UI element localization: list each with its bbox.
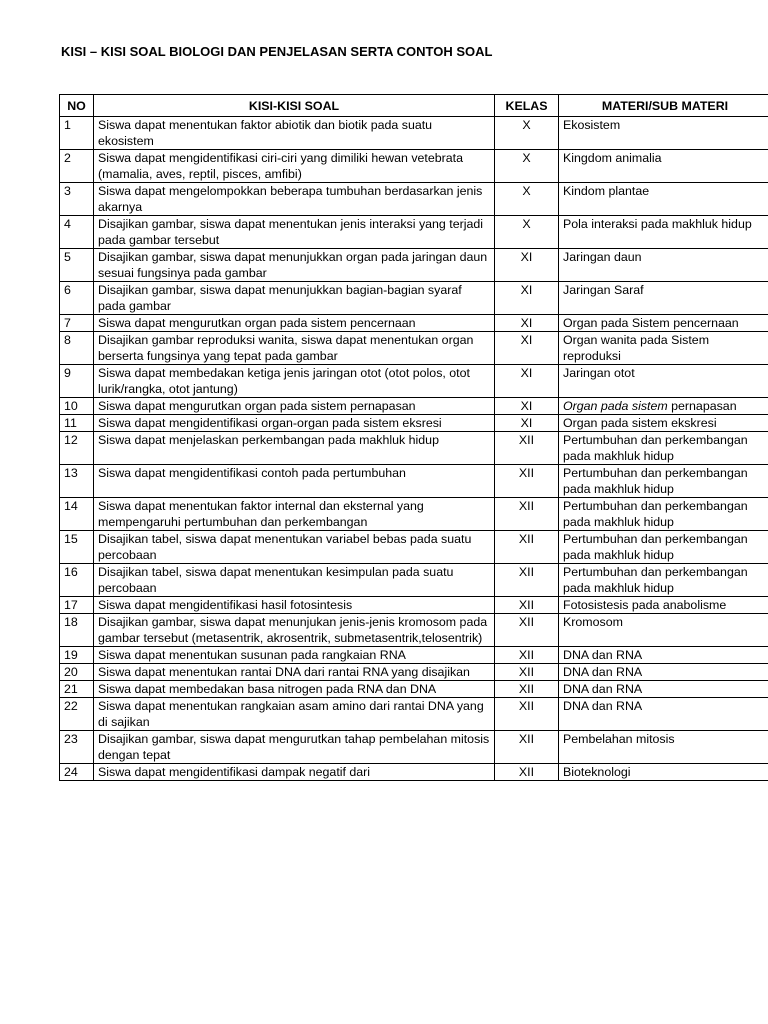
materi-text: pernapasan (667, 399, 737, 413)
row-number: 21 (60, 681, 94, 698)
row-number: 23 (60, 731, 94, 764)
kisi-soal-cell: Siswa dapat mengidentifikasi contoh pada pertumbuhan (94, 465, 495, 498)
kelas-cell: XI (495, 398, 559, 415)
kisi-kisi-table (59, 94, 768, 781)
row-number: 17 (60, 597, 94, 614)
table-row (60, 117, 768, 150)
kelas-cell: XI (495, 415, 559, 432)
kisi-soal-cell: Disajikan tabel, siswa dapat menentukan variabel bebas pada suatu percobaan (94, 531, 495, 564)
materi-cell: Ekosistem (559, 117, 768, 150)
table-row (60, 664, 768, 681)
table-row (60, 150, 768, 183)
kelas-cell: XI (495, 365, 559, 398)
kisi-soal-cell: Siswa dapat menentukan rangkaian asam amino dari rantai DNA yang di sajikan (94, 698, 495, 731)
materi-cell: Kingdom animalia (559, 150, 768, 183)
document-title: KISI – KISI SOAL BIOLOGI DAN PENJELASAN SERTA CONTOH SOAL (61, 44, 493, 59)
materi-cell: Pertumbuhan dan perkembangan pada makhluk hidup (559, 498, 768, 531)
row-number: 8 (60, 332, 94, 365)
materi-cell: Pertumbuhan dan perkembangan pada makhluk hidup (559, 432, 768, 465)
table-row (60, 249, 768, 282)
kelas-cell: XI (495, 315, 559, 332)
header-no: NO (60, 95, 94, 117)
table-row (60, 315, 768, 332)
kisi-soal-cell: Disajikan gambar, siswa dapat menunjukan jenis-jenis kromosom pada gambar tersebut (metasentrik, akrosentrik, submetasentrik,telosentrik) (94, 614, 495, 647)
kisi-soal-cell: Siswa dapat mengidentifikasi ciri-ciri yang dimiliki hewan vetebrata (mamalia, aves, reptil, pisces, amfibi) (94, 150, 495, 183)
row-number: 20 (60, 664, 94, 681)
kelas-cell: XII (495, 564, 559, 597)
kelas-cell: XI (495, 249, 559, 282)
kisi-soal-cell: Siswa dapat mengurutkan organ pada sistem pernapasan (94, 398, 495, 415)
kelas-cell: XI (495, 282, 559, 315)
header-kelas: KELAS (495, 95, 559, 117)
header-materi: MATERI/SUB MATERI (559, 95, 768, 117)
kisi-soal-cell: Siswa dapat mengelompokkan beberapa tumbuhan berdasarkan jenis akarnya (94, 183, 495, 216)
table-row (60, 731, 768, 764)
materi-cell: Bioteknologi (559, 764, 768, 781)
table-row (60, 498, 768, 531)
table-row (60, 564, 768, 597)
kelas-cell: XII (495, 465, 559, 498)
row-number: 9 (60, 365, 94, 398)
kisi-soal-cell: Siswa dapat membedakan basa nitrogen pada RNA dan DNA (94, 681, 495, 698)
row-number: 24 (60, 764, 94, 781)
materi-cell: Pertumbuhan dan perkembangan pada makhluk hidup (559, 465, 768, 498)
header-kisi-kisi-soal: KISI-KISI SOAL (94, 95, 495, 117)
kisi-soal-cell: Siswa dapat menentukan susunan pada rangkaian RNA (94, 647, 495, 664)
row-number: 11 (60, 415, 94, 432)
kisi-soal-cell: Siswa dapat menentukan faktor internal dan eksternal yang mempengaruhi pertumbuhan dan perkembangan (94, 498, 495, 531)
row-number: 7 (60, 315, 94, 332)
row-number: 18 (60, 614, 94, 647)
table-row (60, 432, 768, 465)
kisi-soal-cell: Siswa dapat mengurutkan organ pada sistem pencernaan (94, 315, 495, 332)
materi-cell (559, 398, 768, 415)
kisi-soal-cell: Disajikan gambar, siswa dapat menentukan jenis interaksi yang terjadi pada gambar tersebut (94, 216, 495, 249)
table-header-row (60, 95, 768, 117)
materi-cell: DNA dan RNA (559, 664, 768, 681)
table-row (60, 365, 768, 398)
table-row (60, 597, 768, 614)
table-row (60, 465, 768, 498)
kelas-cell: X (495, 183, 559, 216)
kisi-soal-cell: Disajikan gambar, siswa dapat mengurutkan tahap pembelahan mitosis dengan tepat (94, 731, 495, 764)
materi-italic-text: Organ pada sistem (563, 399, 668, 413)
kisi-soal-cell: Siswa dapat mengidentifikasi organ-organ pada sistem eksresi (94, 415, 495, 432)
row-number: 3 (60, 183, 94, 216)
materi-cell: Organ pada Sistem pencernaan (559, 315, 768, 332)
materi-cell: DNA dan RNA (559, 681, 768, 698)
table-row (60, 183, 768, 216)
table-row (60, 415, 768, 432)
row-number: 12 (60, 432, 94, 465)
table-row (60, 282, 768, 315)
kelas-cell: X (495, 216, 559, 249)
materi-cell: Jaringan Saraf (559, 282, 768, 315)
materi-cell: Pola interaksi pada makhluk hidup (559, 216, 768, 249)
materi-cell: Pembelahan mitosis (559, 731, 768, 764)
kisi-soal-cell: Disajikan gambar, siswa dapat menunjukkan organ pada jaringan daun sesuai fungsinya pada gambar (94, 249, 495, 282)
materi-cell: DNA dan RNA (559, 698, 768, 731)
kisi-soal-cell: Siswa dapat mengidentifikasi hasil fotosintesis (94, 597, 495, 614)
kelas-cell: X (495, 150, 559, 183)
row-number: 2 (60, 150, 94, 183)
kisi-soal-cell: Disajikan gambar, siswa dapat menunjukkan bagian-bagian syaraf pada gambar (94, 282, 495, 315)
table-row (60, 647, 768, 664)
kisi-soal-cell: Siswa dapat menjelaskan perkembangan pada makhluk hidup (94, 432, 495, 465)
kelas-cell: XII (495, 698, 559, 731)
row-number: 6 (60, 282, 94, 315)
kelas-cell: X (495, 117, 559, 150)
materi-cell: Jaringan otot (559, 365, 768, 398)
kisi-soal-cell: Siswa dapat membedakan ketiga jenis jaringan otot (otot polos, otot lurik/rangka, otot jantung) (94, 365, 495, 398)
row-number: 16 (60, 564, 94, 597)
kelas-cell: XII (495, 531, 559, 564)
table-body (60, 117, 768, 781)
kelas-cell: XII (495, 432, 559, 465)
table-row (60, 398, 768, 415)
kelas-cell: XII (495, 664, 559, 681)
row-number: 1 (60, 117, 94, 150)
materi-cell: Jaringan daun (559, 249, 768, 282)
kelas-cell: XII (495, 597, 559, 614)
kelas-cell: XII (495, 647, 559, 664)
table-row (60, 614, 768, 647)
materi-cell: Kindom plantae (559, 183, 768, 216)
materi-cell: Fotosistesis pada anabolisme (559, 597, 768, 614)
row-number: 22 (60, 698, 94, 731)
row-number: 14 (60, 498, 94, 531)
materi-cell: Organ wanita pada Sistem reproduksi (559, 332, 768, 365)
kisi-soal-cell: Siswa dapat menentukan faktor abiotik dan biotik pada suatu ekosistem (94, 117, 495, 150)
materi-cell: Kromosom (559, 614, 768, 647)
kelas-cell: XII (495, 614, 559, 647)
row-number: 19 (60, 647, 94, 664)
kelas-cell: XII (495, 681, 559, 698)
kelas-cell: XII (495, 764, 559, 781)
kisi-soal-cell: Disajikan gambar reproduksi wanita, siswa dapat menentukan organ berserta fungsinya yang tepat pada gambar (94, 332, 495, 365)
table-row (60, 681, 768, 698)
materi-cell: DNA dan RNA (559, 647, 768, 664)
kisi-soal-cell: Siswa dapat mengidentifikasi dampak negatif dari (94, 764, 495, 781)
table-row (60, 531, 768, 564)
row-number: 13 (60, 465, 94, 498)
row-number: 4 (60, 216, 94, 249)
kelas-cell: XII (495, 498, 559, 531)
materi-cell: Pertumbuhan dan perkembangan pada makhluk hidup (559, 531, 768, 564)
kelas-cell: XI (495, 332, 559, 365)
table-row (60, 216, 768, 249)
table-row (60, 698, 768, 731)
kisi-soal-cell: Siswa dapat menentukan rantai DNA dari rantai RNA yang disajikan (94, 664, 495, 681)
kisi-soal-cell: Disajikan tabel, siswa dapat menentukan kesimpulan pada suatu percobaan (94, 564, 495, 597)
row-number: 15 (60, 531, 94, 564)
table-row (60, 332, 768, 365)
kelas-cell: XII (495, 731, 559, 764)
row-number: 10 (60, 398, 94, 415)
row-number: 5 (60, 249, 94, 282)
materi-cell: Pertumbuhan dan perkembangan pada makhluk hidup (559, 564, 768, 597)
table-row (60, 764, 768, 781)
materi-cell: Organ pada sistem ekskresi (559, 415, 768, 432)
